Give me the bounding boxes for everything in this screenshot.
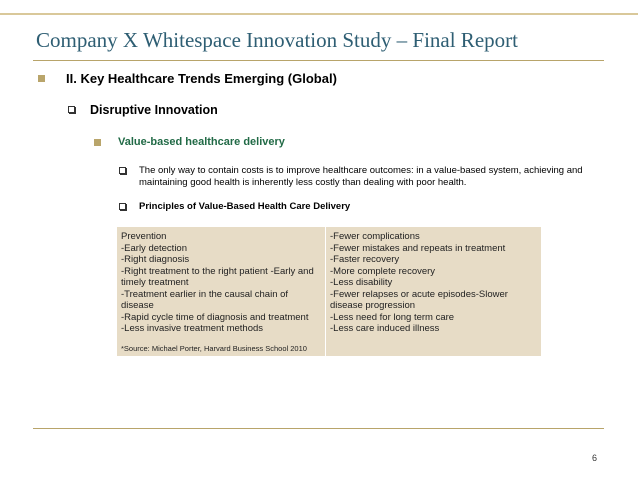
table-line: -Less disability: [330, 277, 393, 288]
square-bullet-icon: [38, 75, 45, 82]
outline-level2: [68, 103, 218, 117]
table-line: -Rapid cycle time of diagnosis and treatment: [121, 311, 309, 323]
table-line: -Fewer relapses or acute episodes-Slower: [330, 288, 508, 300]
title-divider: [33, 60, 604, 61]
table-line: -Fewer complications: [330, 231, 420, 242]
level4-heading-text: Principles of Value-Based Health Care Delivery: [139, 201, 351, 212]
source-note: *Source: Michael Porter, Harvard Business School 2010: [121, 343, 307, 353]
hollow-square-bullet-icon: [119, 167, 126, 174]
table-line: -Right diagnosis: [121, 254, 190, 265]
principles-table: [117, 227, 541, 356]
page-number: 6: [592, 453, 598, 463]
table-line: -More complete recovery: [330, 265, 436, 277]
top-rule: [0, 13, 638, 15]
table-line: -Early detection: [121, 242, 188, 254]
square-bullet-icon: [94, 139, 101, 146]
table-line: disease progression: [330, 300, 416, 311]
slide-title: Company X Whitespace Innovation Study – Final Report: [36, 28, 518, 52]
bottom-divider: [33, 428, 604, 429]
level2-text: Disruptive Innovation: [90, 103, 218, 117]
table-line: -Less care induced illness: [330, 323, 440, 334]
table-line: -Less invasive treatment methods: [121, 323, 264, 334]
table-line: -Right treatment to the right patient -Early and: [121, 265, 314, 277]
outline-level3: [94, 136, 285, 148]
hollow-square-bullet-icon: [68, 106, 75, 113]
table-line: timely treatment: [121, 277, 189, 288]
outline-level4-text: [119, 165, 599, 189]
level4-paragraph: [139, 165, 583, 189]
outline-level4-heading: [119, 201, 350, 212]
table-line: -Faster recovery: [330, 254, 400, 265]
hollow-square-bullet-icon: [119, 203, 126, 210]
paragraph-line: The only way to contain costs is to improve healthcare outcomes: in a value-based system, achieving and: [139, 165, 583, 176]
table-line: Prevention: [121, 231, 167, 242]
level3-text: Value-based healthcare delivery: [118, 136, 285, 148]
table-left-column: [117, 227, 326, 356]
table-line: -Less need for long term care: [330, 311, 455, 323]
outline-level1: [38, 71, 337, 86]
paragraph-line: maintaining good health is inherently less costly than dealing with poor health.: [139, 177, 467, 188]
level1-text: II. Key Healthcare Trends Emerging (Global): [66, 71, 337, 86]
table-line: -Fewer mistakes and repeats in treatment: [330, 242, 506, 254]
table-right-column: [326, 227, 541, 356]
table-line: disease: [121, 300, 154, 311]
table-line: -Treatment earlier in the causal chain of: [121, 288, 289, 300]
